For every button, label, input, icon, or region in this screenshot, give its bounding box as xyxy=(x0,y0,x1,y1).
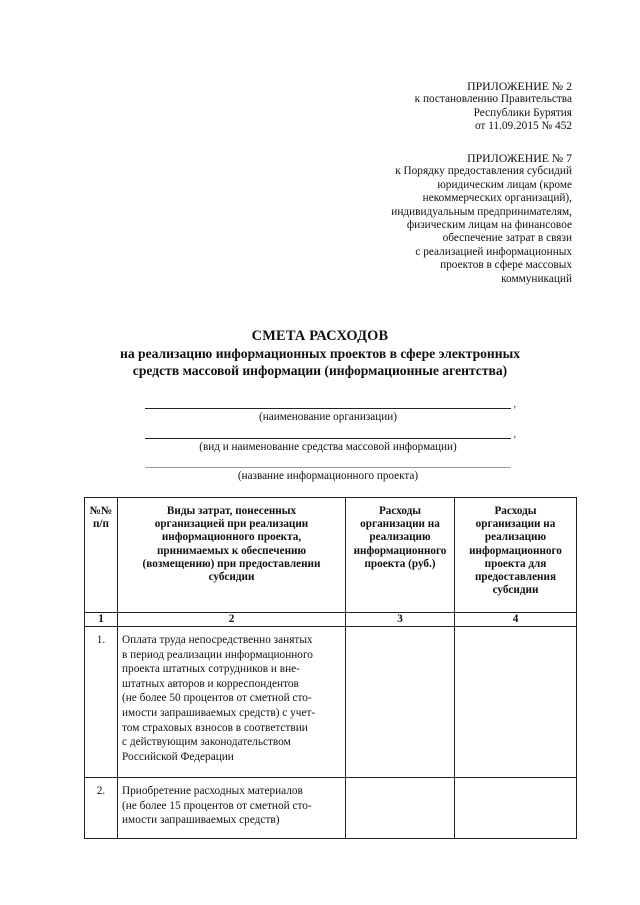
table-row xyxy=(85,627,577,778)
column-number: 1 xyxy=(85,613,118,627)
header-project-expenses: Расходы организации на реализацию информационного проекта (руб.) xyxy=(346,498,455,613)
annex-7-line: проектов в сфере массовых xyxy=(440,259,572,272)
media-name-line xyxy=(145,438,511,439)
project-name-caption: (название информационного проекта) xyxy=(237,470,419,482)
annex-7-title: ПРИЛОЖЕНИЕ № 7 xyxy=(467,151,572,165)
annex-7-line: некоммерческих организаций), xyxy=(422,192,572,205)
media-name-field xyxy=(145,429,516,454)
project-name-field xyxy=(145,467,511,483)
project-expenses-cell[interactable] xyxy=(346,627,455,778)
media-name-caption: (вид и наименование средства массовой информации) xyxy=(199,441,457,453)
organization-name-field xyxy=(145,399,516,424)
annex-7-line: с реализацией информационных xyxy=(415,245,572,258)
project-name-line xyxy=(145,467,511,468)
subsidy-expenses-cell[interactable] xyxy=(455,627,577,778)
organization-name-caption: (наименование организации) xyxy=(259,411,397,423)
field-comma: , xyxy=(513,399,516,410)
annex-7-line: индивидуальным предпринимателям, xyxy=(391,205,572,218)
header-cost-types: Виды затрат, понесенных организацией при реализации информационного проекта, принимаемых к обеспечению (возмещению) при предоставлении субсидии xyxy=(118,498,346,613)
column-number-row xyxy=(85,613,577,627)
annex-2-title: ПРИЛОЖЕНИЕ № 2 xyxy=(467,79,572,93)
subsidy-expenses-cell[interactable] xyxy=(455,778,577,839)
field-comma: , xyxy=(513,429,516,440)
row-number: 2. xyxy=(85,778,118,839)
cost-type-cell: Оплата труда непосредственно занятых в период реализации информационного проекта штатных сотрудников и вне- штатных авторов и корреспондентов (не более 50 процентов от сметной сто- имости запрашиваемых средств) с учет- том страховых взносов в соответствии с действующим законодательством Российской Федерации xyxy=(118,627,346,778)
annex-7-line: коммуникаций xyxy=(501,272,572,285)
column-number: 2 xyxy=(118,613,346,627)
annex-2-block xyxy=(415,80,572,134)
annex-7-line: обеспечение затрат в связи xyxy=(442,232,572,245)
organization-name-line xyxy=(145,408,511,409)
annex-7-line: к Порядку предоставления субсидий xyxy=(395,165,572,178)
header-number: №№ п/п xyxy=(85,498,118,613)
annex-2-line: от 11.09.2015 № 452 xyxy=(474,120,572,133)
cost-estimate-table xyxy=(84,497,577,839)
project-expenses-cell[interactable] xyxy=(346,778,455,839)
annex-7-block xyxy=(391,152,572,286)
document-title xyxy=(70,328,570,379)
title-line-3: средств массовой информации (информационные агентства) xyxy=(132,363,508,378)
table-row xyxy=(85,778,577,839)
title-main: СМЕТА РАСХОДОВ xyxy=(251,328,389,344)
column-number: 3 xyxy=(346,613,455,627)
annex-2-line: Республики Бурятия xyxy=(473,106,572,119)
annex-7-line: физическим лицам на финансовое xyxy=(406,219,572,232)
title-line-2: на реализацию информационных проектов в сфере электронных xyxy=(120,346,520,361)
cost-type-cell: Приобретение расходных материалов (не более 15 процентов от сметной сто- имости запрашиваемых средств) xyxy=(118,778,346,839)
header-subsidy-expenses: Расходы организации на реализацию информационного проекта для предоставления субсидии xyxy=(455,498,577,613)
column-number: 4 xyxy=(455,613,577,627)
annex-2-line: к постановлению Правительства xyxy=(414,93,572,106)
annex-7-line: юридическим лицам (кроме xyxy=(437,178,572,191)
table-header-row xyxy=(85,498,577,613)
row-number: 1. xyxy=(85,627,118,778)
